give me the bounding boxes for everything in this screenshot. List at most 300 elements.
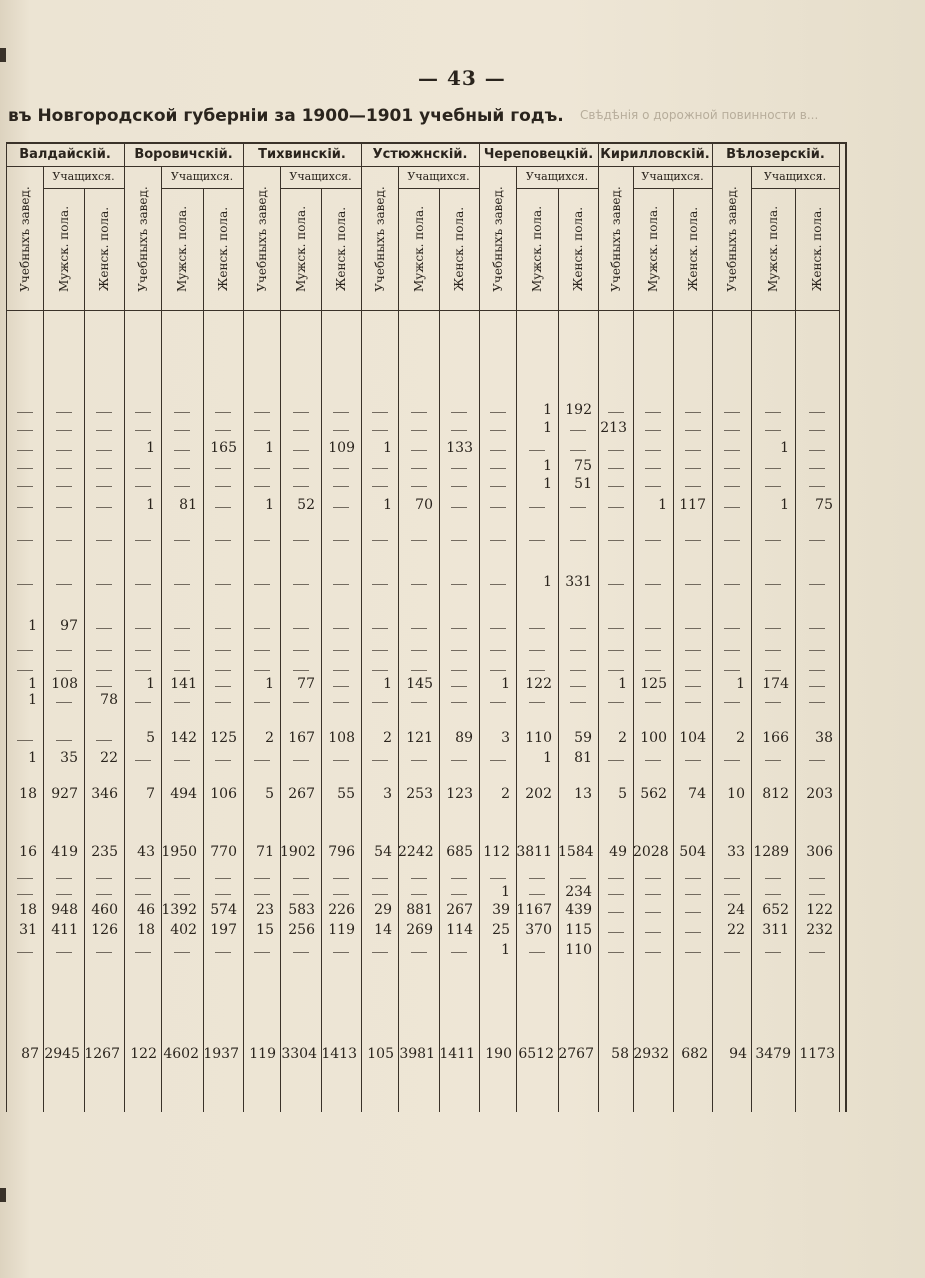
table-cell: 117 (679, 497, 706, 513)
table-cell: 165 (210, 440, 237, 456)
students-header: Учащихся. (641, 170, 704, 183)
statistics-table (6, 142, 847, 1112)
table-cell: 1 (28, 618, 37, 634)
empty-dash (765, 430, 781, 431)
group-rule (243, 144, 244, 1112)
table-cell: 1 (146, 497, 155, 513)
empty-dash (56, 450, 72, 451)
group-rule (124, 144, 125, 1112)
table-cell: 71 (256, 844, 274, 860)
column-header-male: Мужск. пола. (56, 205, 71, 293)
empty-dash (724, 878, 740, 879)
empty-dash (809, 540, 825, 541)
empty-dash (765, 952, 781, 953)
table-cell: 46 (137, 902, 155, 918)
table-cell: 100 (640, 730, 667, 746)
table-cell: 39 (492, 902, 510, 918)
empty-dash (645, 486, 661, 487)
empty-dash (96, 486, 112, 487)
empty-dash (215, 507, 231, 508)
empty-dash (490, 628, 506, 629)
empty-dash (135, 702, 151, 703)
empty-dash (372, 952, 388, 953)
empty-dash (17, 540, 33, 541)
empty-dash (685, 450, 701, 451)
empty-dash (254, 584, 270, 585)
students-header: Учащихся. (407, 170, 470, 183)
total-cell: 122 (130, 1046, 157, 1062)
empty-dash (411, 412, 427, 413)
header-rule (6, 310, 839, 311)
empty-dash (215, 760, 231, 761)
empty-dash (451, 894, 467, 895)
empty-dash (529, 670, 545, 671)
empty-dash (96, 507, 112, 508)
table-cell: 38 (815, 730, 833, 746)
empty-dash (608, 894, 624, 895)
empty-dash (135, 878, 151, 879)
empty-dash (135, 670, 151, 671)
district-header: Валдайскій. (19, 147, 111, 162)
group-rule (479, 144, 480, 1112)
table-cell: 109 (328, 440, 355, 456)
table-cell: 881 (406, 902, 433, 918)
table-cell: 75 (574, 458, 592, 474)
empty-dash (724, 507, 740, 508)
empty-dash (174, 584, 190, 585)
empty-dash (490, 878, 506, 879)
empty-dash (685, 486, 701, 487)
empty-dash (56, 952, 72, 953)
total-cell: 3479 (755, 1046, 791, 1062)
empty-dash (56, 412, 72, 413)
table-cell: 35 (60, 750, 78, 766)
empty-dash (490, 702, 506, 703)
table-cell: 5 (618, 786, 627, 802)
table-cell: 1 (383, 497, 392, 513)
table-cell: 31 (19, 922, 37, 938)
empty-dash (96, 412, 112, 413)
empty-dash (809, 584, 825, 585)
empty-dash (254, 486, 270, 487)
empty-dash (685, 650, 701, 651)
table-cell: 267 (288, 786, 315, 802)
empty-dash (293, 628, 309, 629)
empty-dash (96, 468, 112, 469)
empty-dash (645, 702, 661, 703)
empty-dash (570, 878, 586, 879)
empty-dash (215, 686, 231, 687)
empty-dash (96, 740, 112, 741)
empty-dash (174, 468, 190, 469)
column-rule (321, 188, 322, 1112)
empty-dash (451, 702, 467, 703)
empty-dash (411, 540, 427, 541)
empty-dash (372, 670, 388, 671)
table-cell: 1 (146, 676, 155, 692)
table-cell: 203 (806, 786, 833, 802)
column-rule (161, 166, 162, 1112)
district-header: Вѣлозерскій. (726, 147, 825, 162)
empty-dash (293, 650, 309, 651)
table-cell: 119 (328, 922, 355, 938)
empty-dash (570, 670, 586, 671)
table-cell: 77 (297, 676, 315, 692)
table-cell: 22 (727, 922, 745, 938)
empty-dash (333, 507, 349, 508)
empty-dash (56, 702, 72, 703)
column-header-male: Мужск. пола. (530, 205, 544, 293)
table-cell: 24 (727, 902, 745, 918)
empty-dash (451, 412, 467, 413)
empty-dash (56, 540, 72, 541)
empty-dash (372, 468, 388, 469)
empty-dash (608, 628, 624, 629)
empty-dash (645, 540, 661, 541)
table-cell: 1 (501, 676, 510, 692)
empty-dash (645, 468, 661, 469)
column-rule (673, 188, 674, 1112)
empty-dash (174, 430, 190, 431)
empty-dash (570, 686, 586, 687)
total-cell: 1937 (203, 1046, 239, 1062)
empty-dash (333, 412, 349, 413)
empty-dash (56, 650, 72, 651)
table-cell: 78 (100, 692, 118, 708)
column-header-female: Женск. пола. (97, 206, 111, 292)
table-cell: 125 (640, 676, 667, 692)
empty-dash (96, 628, 112, 629)
empty-dash (645, 932, 661, 933)
empty-dash (333, 540, 349, 541)
empty-dash (135, 468, 151, 469)
table-cell: 141 (170, 676, 197, 692)
table-cell: 126 (91, 922, 118, 938)
empty-dash (96, 952, 112, 953)
empty-dash (293, 952, 309, 953)
empty-dash (570, 702, 586, 703)
empty-dash (765, 760, 781, 761)
table-cell: 1 (265, 497, 274, 513)
empty-dash (765, 878, 781, 879)
empty-dash (645, 650, 661, 651)
empty-dash (215, 670, 231, 671)
empty-dash (215, 894, 231, 895)
column-rule (43, 166, 44, 1112)
total-cell: 119 (249, 1046, 276, 1062)
table-bottom-stub (839, 144, 840, 1112)
column-header-female: Женск. пола. (810, 206, 824, 292)
table-cell: 1167 (516, 902, 552, 918)
empty-dash (809, 628, 825, 629)
empty-dash (765, 650, 781, 651)
empty-dash (529, 894, 545, 895)
empty-dash (645, 450, 661, 451)
empty-dash (529, 952, 545, 953)
empty-dash (372, 878, 388, 879)
empty-dash (685, 878, 701, 879)
empty-dash (809, 760, 825, 761)
empty-dash (411, 894, 427, 895)
empty-dash (135, 760, 151, 761)
empty-dash (372, 486, 388, 487)
table-cell: 494 (170, 786, 197, 802)
table-cell: 1 (383, 676, 392, 692)
empty-dash (333, 486, 349, 487)
empty-dash (174, 702, 190, 703)
table-cell: 133 (446, 440, 473, 456)
header-rule (6, 166, 839, 167)
empty-dash (56, 468, 72, 469)
table-cell: 1392 (161, 902, 197, 918)
empty-dash (293, 468, 309, 469)
empty-dash (174, 894, 190, 895)
empty-dash (56, 894, 72, 895)
empty-dash (645, 628, 661, 629)
table-cell: 114 (446, 922, 473, 938)
empty-dash (135, 486, 151, 487)
empty-dash (765, 584, 781, 585)
empty-dash (215, 430, 231, 431)
column-rule (751, 166, 752, 1112)
table-cell: 1 (28, 750, 37, 766)
empty-dash (17, 468, 33, 469)
table-cell: 5 (146, 730, 155, 746)
empty-dash (608, 412, 624, 413)
empty-dash (56, 430, 72, 431)
table-cell: 2 (736, 730, 745, 746)
table-cell: 112 (483, 844, 510, 860)
table-cell: 52 (297, 497, 315, 513)
column-header-schools: Учебныхъ завед. (254, 186, 269, 292)
table-cell: 110 (565, 942, 592, 958)
empty-dash (608, 912, 624, 913)
table-cell: 796 (328, 844, 355, 860)
empty-dash (254, 650, 270, 651)
empty-dash (17, 584, 33, 585)
empty-dash (96, 430, 112, 431)
table-cell: 2 (501, 786, 510, 802)
empty-dash (411, 702, 427, 703)
total-cell: 4602 (163, 1046, 199, 1062)
column-header-female: Женск. пола. (216, 206, 230, 292)
district-header: Кирилловскій. (600, 147, 710, 162)
empty-dash (451, 878, 467, 879)
empty-dash (293, 412, 309, 413)
binding-mark (0, 1188, 6, 1202)
students-rule (161, 188, 243, 189)
students-header: Учащихся. (525, 170, 589, 183)
table-cell: 1 (543, 458, 552, 474)
district-header: Воровичскій. (134, 147, 233, 162)
table-cell: 174 (762, 676, 789, 692)
column-header-female: Женск. пола. (452, 206, 466, 292)
table-cell: 125 (210, 730, 237, 746)
empty-dash (608, 450, 624, 451)
students-header: Учащихся. (289, 170, 352, 183)
empty-dash (411, 450, 427, 451)
table-cell: 1 (265, 676, 274, 692)
table-cell: 33 (727, 844, 745, 860)
empty-dash (490, 670, 506, 671)
empty-dash (451, 507, 467, 508)
table-cell: 652 (762, 902, 789, 918)
empty-dash (333, 584, 349, 585)
empty-dash (215, 584, 231, 585)
district-header: Устюжнскій. (372, 147, 468, 162)
empty-dash (451, 584, 467, 585)
table-cell: 1 (543, 750, 552, 766)
table-cell: 1 (658, 497, 667, 513)
table-cell: 97 (60, 618, 78, 634)
table-cell: 1289 (753, 844, 789, 860)
empty-dash (529, 878, 545, 879)
empty-dash (254, 878, 270, 879)
empty-dash (215, 650, 231, 651)
table-cell: 234 (565, 884, 592, 900)
empty-dash (174, 952, 190, 953)
table-cell: 43 (137, 844, 155, 860)
empty-dash (490, 468, 506, 469)
table-cell: 267 (446, 902, 473, 918)
table-cell: 55 (337, 786, 355, 802)
empty-dash (490, 486, 506, 487)
empty-dash (685, 686, 701, 687)
empty-dash (608, 584, 624, 585)
empty-dash (17, 894, 33, 895)
empty-dash (56, 878, 72, 879)
empty-dash (17, 952, 33, 953)
empty-dash (724, 468, 740, 469)
table-cell: 1 (780, 440, 789, 456)
empty-dash (724, 670, 740, 671)
table-cell: 574 (210, 902, 237, 918)
table-cell: 1 (543, 420, 552, 436)
empty-dash (451, 540, 467, 541)
empty-dash (96, 540, 112, 541)
empty-dash (645, 952, 661, 953)
table-cell: 460 (91, 902, 118, 918)
empty-dash (215, 486, 231, 487)
empty-dash (724, 702, 740, 703)
empty-dash (608, 468, 624, 469)
empty-dash (645, 412, 661, 413)
empty-dash (411, 628, 427, 629)
empty-dash (608, 650, 624, 651)
column-header-male: Мужск. пола. (646, 205, 660, 293)
column-rule (439, 188, 440, 1112)
empty-dash (765, 894, 781, 895)
column-rule (558, 188, 559, 1112)
table-cell: 166 (762, 730, 789, 746)
empty-dash (372, 628, 388, 629)
empty-dash (765, 412, 781, 413)
table-cell: 2028 (633, 844, 669, 860)
empty-dash (293, 894, 309, 895)
table-cell: 121 (406, 730, 433, 746)
empty-dash (765, 486, 781, 487)
empty-dash (372, 702, 388, 703)
column-rule (398, 166, 399, 1112)
total-cell: 1173 (799, 1046, 835, 1062)
empty-dash (174, 540, 190, 541)
table-cell: 122 (806, 902, 833, 918)
empty-dash (570, 540, 586, 541)
empty-dash (809, 650, 825, 651)
table-cell: 411 (51, 922, 78, 938)
column-rule (516, 166, 517, 1112)
table-cell: 685 (446, 844, 473, 860)
table-cell: 122 (525, 676, 552, 692)
table-cell: 54 (374, 844, 392, 860)
empty-dash (333, 650, 349, 651)
total-cell: 2932 (633, 1046, 669, 1062)
empty-dash (685, 540, 701, 541)
empty-dash (451, 760, 467, 761)
total-cell: 58 (611, 1046, 629, 1062)
empty-dash (451, 952, 467, 953)
district-header: Череповецкій. (483, 147, 594, 162)
table-cell: 311 (762, 922, 789, 938)
empty-dash (135, 430, 151, 431)
empty-dash (411, 670, 427, 671)
table-cell: 7 (146, 786, 155, 802)
empty-dash (685, 952, 701, 953)
empty-dash (333, 468, 349, 469)
empty-dash (411, 760, 427, 761)
empty-dash (645, 670, 661, 671)
empty-dash (490, 540, 506, 541)
empty-dash (685, 894, 701, 895)
empty-dash (293, 450, 309, 451)
empty-dash (809, 430, 825, 431)
table-cell: 74 (688, 786, 706, 802)
total-cell: 682 (681, 1046, 708, 1062)
table-cell: 1 (265, 440, 274, 456)
empty-dash (333, 952, 349, 953)
empty-dash (135, 650, 151, 651)
empty-dash (765, 540, 781, 541)
table-cell: 197 (210, 922, 237, 938)
table-cell: 331 (565, 574, 592, 590)
empty-dash (56, 486, 72, 487)
total-cell: 3304 (281, 1046, 317, 1062)
group-rule (712, 144, 713, 1112)
column-rule (795, 188, 796, 1112)
table-cell: 2 (265, 730, 274, 746)
table-cell: 3 (383, 786, 392, 802)
students-header: Учащихся. (170, 170, 234, 183)
empty-dash (293, 878, 309, 879)
empty-dash (333, 686, 349, 687)
empty-dash (17, 412, 33, 413)
empty-dash (809, 670, 825, 671)
empty-dash (17, 740, 33, 741)
empty-dash (215, 540, 231, 541)
table-cell: 3 (501, 730, 510, 746)
empty-dash (724, 628, 740, 629)
empty-dash (529, 650, 545, 651)
students-header: Учащихся. (763, 170, 827, 183)
empty-dash (608, 702, 624, 703)
table-cell: 1584 (558, 844, 594, 860)
table-cell: 1950 (161, 844, 197, 860)
empty-dash (215, 952, 231, 953)
empty-dash (809, 878, 825, 879)
table-cell: 1 (28, 692, 37, 708)
empty-dash (724, 760, 740, 761)
empty-dash (685, 430, 701, 431)
